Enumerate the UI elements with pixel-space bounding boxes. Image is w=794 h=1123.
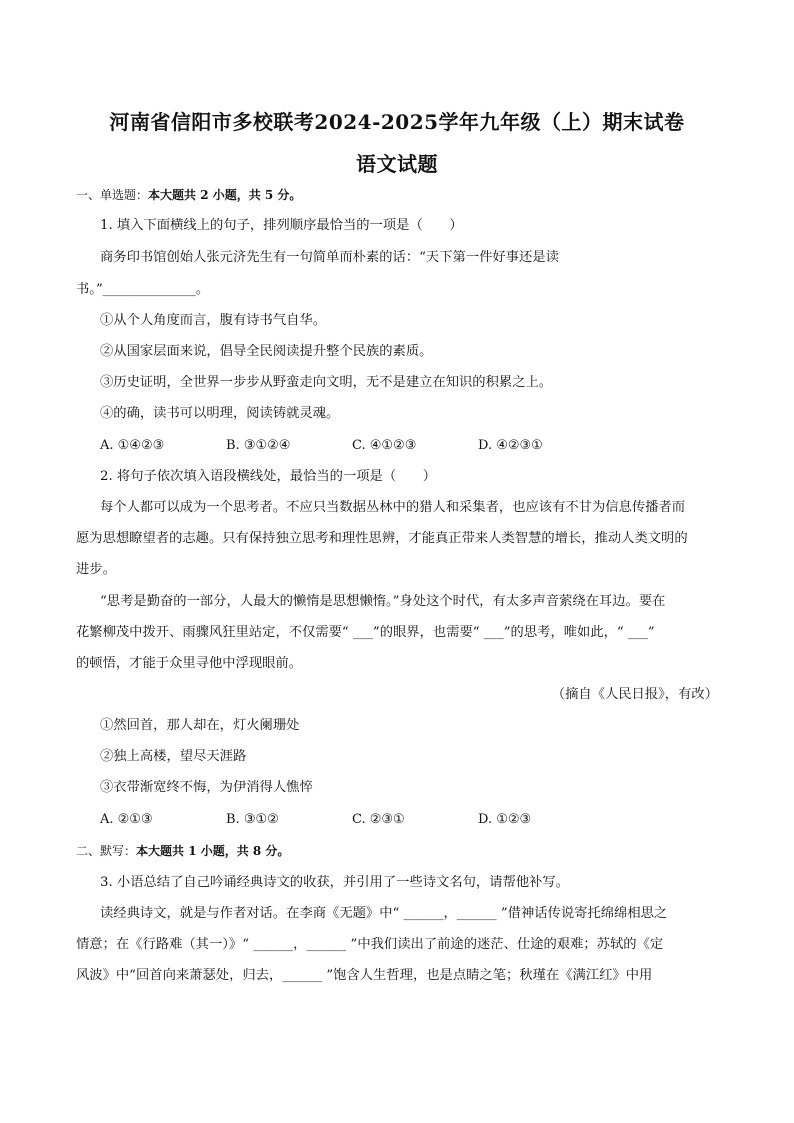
question-3-text-line: 读经典诗文，就是与作者对话。在李商《无题》中“ ______，______ ”借神话传说寄托绵绵相思之 bbox=[100, 906, 668, 921]
question-3-text-line: 情意；在《行路难（其一）》“ ______，______ ”中我们读出了前途的迷茫、仕途的艰难；苏轼的《定 bbox=[76, 937, 664, 952]
question-2-paragraph-line: 的顿悟，才能于众里寻他中浮现眼前。 bbox=[76, 656, 303, 671]
question-2-paragraph-line: “思考是勤奋的一部分，人最大的懒惰是思想懒惰。”身处这个时代，有太多声音萦绕在耳边。要在 bbox=[100, 594, 666, 609]
option-d: D. ①②③ bbox=[478, 812, 532, 827]
option-a: A. ②①③ bbox=[100, 812, 153, 827]
question-1-item: ②从国家层面来说，倡导全民阅读提升整个民族的素质。 bbox=[100, 344, 433, 359]
question-3-stem: 3. 小语总结了自己吟诵经典诗文的收获，并引用了一些诗文名句，请帮他补写。 bbox=[100, 875, 570, 890]
question-2-paragraph-line: 进步。 bbox=[76, 562, 116, 577]
question-1-text-line: 商务印书馆创始人张元济先生有一句简单而朴素的话：“天下第一件好事还是读 bbox=[100, 250, 559, 265]
section-2-info: 本大题共 1 小题，共 8 分。 bbox=[136, 844, 290, 858]
section-2-prefix: 二、默写： bbox=[76, 844, 137, 858]
question-1-stem: 1. 填入下面横线上的句子，排列顺序最恰当的一项是（ ） bbox=[100, 218, 463, 233]
section-heading-1 bbox=[76, 185, 696, 205]
question-2-item: ③衣带渐宽终不悔，为伊消得人憔悴 bbox=[100, 780, 313, 795]
option-b: B. ③①②④ bbox=[226, 438, 291, 453]
question-2-paragraph-line: 花繁柳茂中拨开、雨骤风狂里站定，不仅需要“ ___”的眼界，也需要“ ___”的思考，唯如此，“ ___” bbox=[76, 625, 655, 640]
question-2-item: ②独上高楼，望尽天涯路 bbox=[100, 749, 247, 764]
question-1-item: ③历史证明，全世界一步步从野蛮走向文明，无不是建立在知识的积累之上。 bbox=[100, 375, 553, 390]
option-a: A. ①④②③ bbox=[100, 438, 165, 453]
question-1-item: ①从个人角度而言，腹有诗书气自华。 bbox=[100, 313, 327, 328]
question-2-paragraph-line: 每个人都可以成为一个思考者。不应只当数据丛林中的猎人和采集者，也应该有不甘为信息传播者而 bbox=[100, 500, 686, 515]
option-d: D. ④②③① bbox=[478, 438, 543, 453]
page-subtitle: 语文试题 bbox=[356, 152, 438, 176]
question-1-item: ④的确，读书可以明理，阅读铸就灵魂。 bbox=[100, 406, 340, 421]
option-c: C. ④①②③ bbox=[352, 438, 417, 453]
question-2-paragraph-line: 愿为思想瞭望者的志趣。只有保持独立思考和理性思辨，才能真正带来人类智慧的增长，推动人类文明的 bbox=[76, 531, 688, 546]
option-b: B. ③①② bbox=[226, 812, 279, 827]
question-2-stem: 2. 将句子依次填入语段横线处，最恰当的一项是（ ） bbox=[100, 469, 437, 484]
section-heading-2 bbox=[76, 841, 696, 861]
question-1-text-line: 书。”______________。 bbox=[76, 282, 210, 297]
question-2-item: ①然回首，那人却在，灯火阑珊处 bbox=[100, 718, 300, 733]
option-c: C. ②③① bbox=[352, 812, 405, 827]
question-2-source: （摘自《人民日报》，有改） bbox=[551, 687, 718, 702]
section-1-info: 本大题共 2 小题，共 5 分。 bbox=[148, 188, 302, 202]
page-title: 河南省信阳市多校联考2024-2025学年九年级（上）期末试卷 bbox=[109, 110, 685, 134]
section-1-prefix: 一、单选题： bbox=[76, 188, 149, 202]
question-3-text-line: 风波》中“回首向来萧瑟处，归去，______ ”饱含人生哲理，也是点睛之笔；秋瑾在《满江红》中用 bbox=[76, 968, 653, 983]
